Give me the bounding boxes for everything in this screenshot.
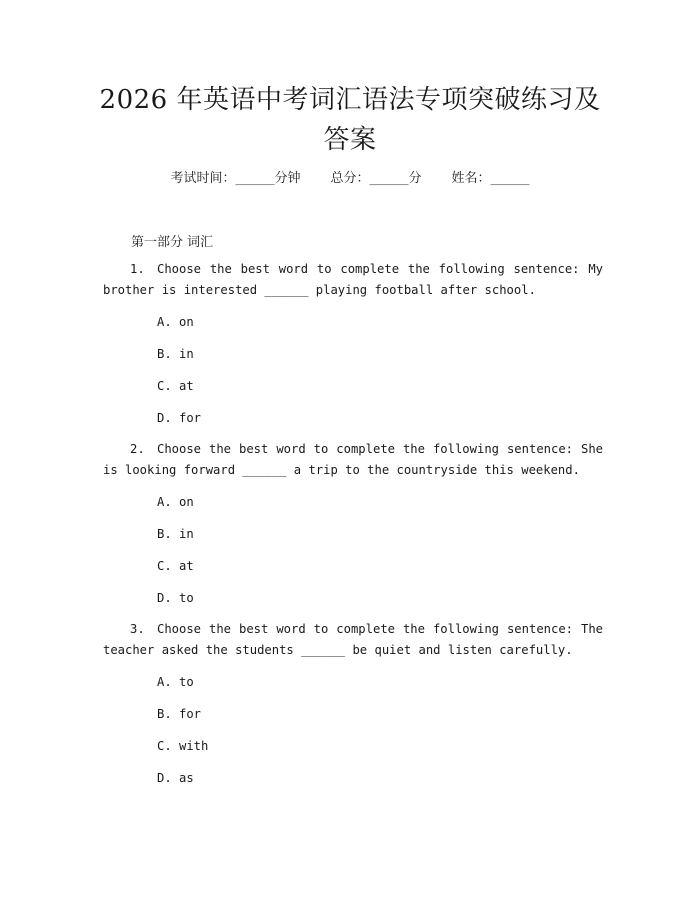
question-2: [103, 439, 603, 481]
section-title: 第一部分 词汇: [131, 235, 214, 250]
question-text: Choose the best word to complete the following sentence: My brother is interested ______ playing football after school.: [103, 262, 603, 297]
option-d: D. for: [157, 411, 202, 425]
option-a: A. on: [157, 315, 194, 329]
exam-name: 姓名：______: [451, 171, 530, 186]
exam-meta: [0, 167, 700, 186]
question-number: 2.: [130, 442, 145, 456]
question-text: Choose the best word to complete the following sentence: She is looking forward ______ a trip to the countryside this weekend.: [103, 442, 603, 477]
option-a: A. to: [157, 675, 194, 689]
option-b: B. in: [157, 347, 194, 361]
option-c: C. at: [157, 379, 194, 393]
option-c: C. with: [157, 739, 209, 753]
option-a: A. on: [157, 495, 194, 509]
option-d: D. to: [157, 591, 194, 605]
question-3: [103, 619, 603, 661]
option-b: B. for: [157, 707, 202, 721]
page-title: 2026 年英语中考词汇语法专项突破练习及答案: [99, 85, 601, 155]
exam-total-score: 总分：______分: [330, 171, 422, 186]
option-c: C. at: [157, 559, 194, 573]
exam-time: 考试时间：______分钟: [170, 171, 301, 186]
question-number: 1.: [130, 262, 145, 276]
option-d: D. as: [157, 771, 194, 785]
question-1: [103, 259, 603, 301]
question-text: Choose the best word to complete the following sentence: The teacher asked the students ______ be quiet and listen carefully.: [103, 622, 603, 657]
question-number: 3.: [130, 622, 145, 636]
option-b: B. in: [157, 527, 194, 541]
